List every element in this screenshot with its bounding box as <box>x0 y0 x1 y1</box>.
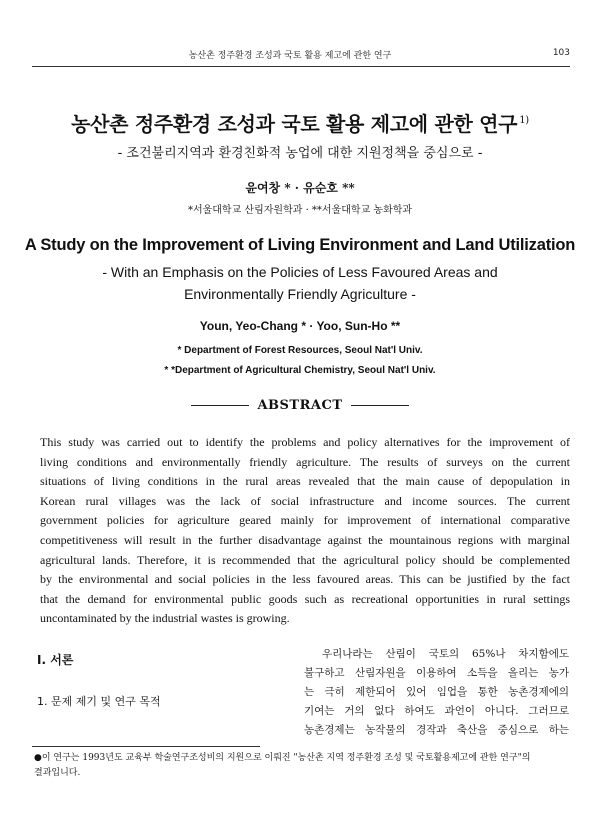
abstract-line: that the demand for environmental public goods such as recreational opportunities in rural settings <box>40 591 570 606</box>
footnote-rule <box>32 746 260 747</box>
english-subtitle <box>0 261 600 305</box>
section-heading-introduction: Ⅰ. 서론 <box>37 653 74 667</box>
korean-title <box>0 108 600 137</box>
english-affiliation-line: * *Department of Agricultural Chemistry, Seoul Nat'l Univ. <box>164 365 436 376</box>
english-affiliation-line: * Department of Forest Resources, Seoul Nat'l Univ. <box>177 345 423 356</box>
abstract-line: living conditions and environmentally friendly agriculture. The results of surveys on the current <box>40 454 570 469</box>
korean-subtitle: - 조건불리지역과 환경친화적 농업에 대한 지원정책을 중심으로 - <box>117 146 483 161</box>
abstract-rule-left <box>191 405 249 406</box>
abstract-heading-text: ABSTRACT <box>257 398 343 413</box>
abstract-line: by the environmental and social policies in the less favoured areas. This can be justified by the fact <box>40 572 570 587</box>
footnote-line: 결과입니다. <box>34 768 81 778</box>
footnote <box>34 751 574 781</box>
abstract-rule-right <box>351 405 409 406</box>
abstract-line: situations of living conditions in the rural areas revealed that the main cause of depopulation in <box>40 474 570 489</box>
page-number: 103 <box>552 48 570 58</box>
header-rule <box>32 66 570 67</box>
body-line: 기여는 거의 없다 하여도 과언이 아니다. 그러므로 <box>304 705 569 717</box>
english-authors: Youn, Yeo-Chang * · Yoo, Sun-Ho ** <box>199 319 401 333</box>
abstract-line: uncontaminated by the industrial wastes is growing. <box>40 611 290 626</box>
abstract-line: government policies for agriculture geared mainly for improvement of international comparative <box>40 513 570 528</box>
abstract-line: agricultural lands. Therefore, it is recommended that the agricultural policy should be complemented <box>40 552 570 567</box>
abstract-line: This study was carried out to identify the problems and policy alternatives for the improvement of <box>40 435 570 449</box>
english-subtitle-line: Environmentally Friendly Agriculture - <box>184 286 416 302</box>
abstract-heading <box>0 398 600 413</box>
body-text-right-column <box>304 645 569 740</box>
abstract-line: Korean rural villages was the lack of social infrastructure and income sources. The current <box>40 493 570 508</box>
abstract-body <box>40 433 570 629</box>
body-line: 우리나라는 산림이 국토의 65%나 차지함에도 <box>322 648 569 660</box>
korean-affiliations: *서울대학교 산림자원학과 · **서울대학교 농화학과 <box>187 205 413 216</box>
abstract-line: competitiveness will result in the further disadvantage against the mountainous regions with marginal <box>40 532 570 547</box>
running-header-title: 농산촌 정주환경 조성과 국토 활용 제고에 관한 연구 <box>188 51 392 61</box>
english-title: A Study on the Improvement of Living Environment and Land Utilization <box>24 236 576 254</box>
subsection-heading-problem: 1. 문제 제기 및 연구 목적 <box>37 695 161 708</box>
body-line: 불구하고 산림자원을 이용하여 소득을 올리는 농가 <box>304 667 569 679</box>
korean-authors: 윤여창 * · 유순호 ** <box>245 181 355 195</box>
running-header <box>10 48 570 62</box>
footnote-line: ●이 연구는 1993년도 교육부 학술연구조성비의 지원으로 이뤄진 "농산촌 지역 정주환경 조성 및 국토활용제고에 관한 연구"의 <box>34 753 531 763</box>
body-line: 농촌경제는 농작물의 경작과 축산을 중심으로 하는 <box>304 724 569 736</box>
english-affiliations <box>0 341 600 381</box>
title-footnote-mark: 1) <box>519 115 529 127</box>
body-line: 는 극히 제한되어 있어 임업을 통한 농촌경제에의 <box>304 686 569 698</box>
english-subtitle-line: - With an Emphasis on the Policies of Less Favoured Areas and <box>102 264 498 280</box>
korean-title-text: 농산촌 정주환경 조성과 국토 활용 제고에 관한 연구 <box>71 112 518 136</box>
